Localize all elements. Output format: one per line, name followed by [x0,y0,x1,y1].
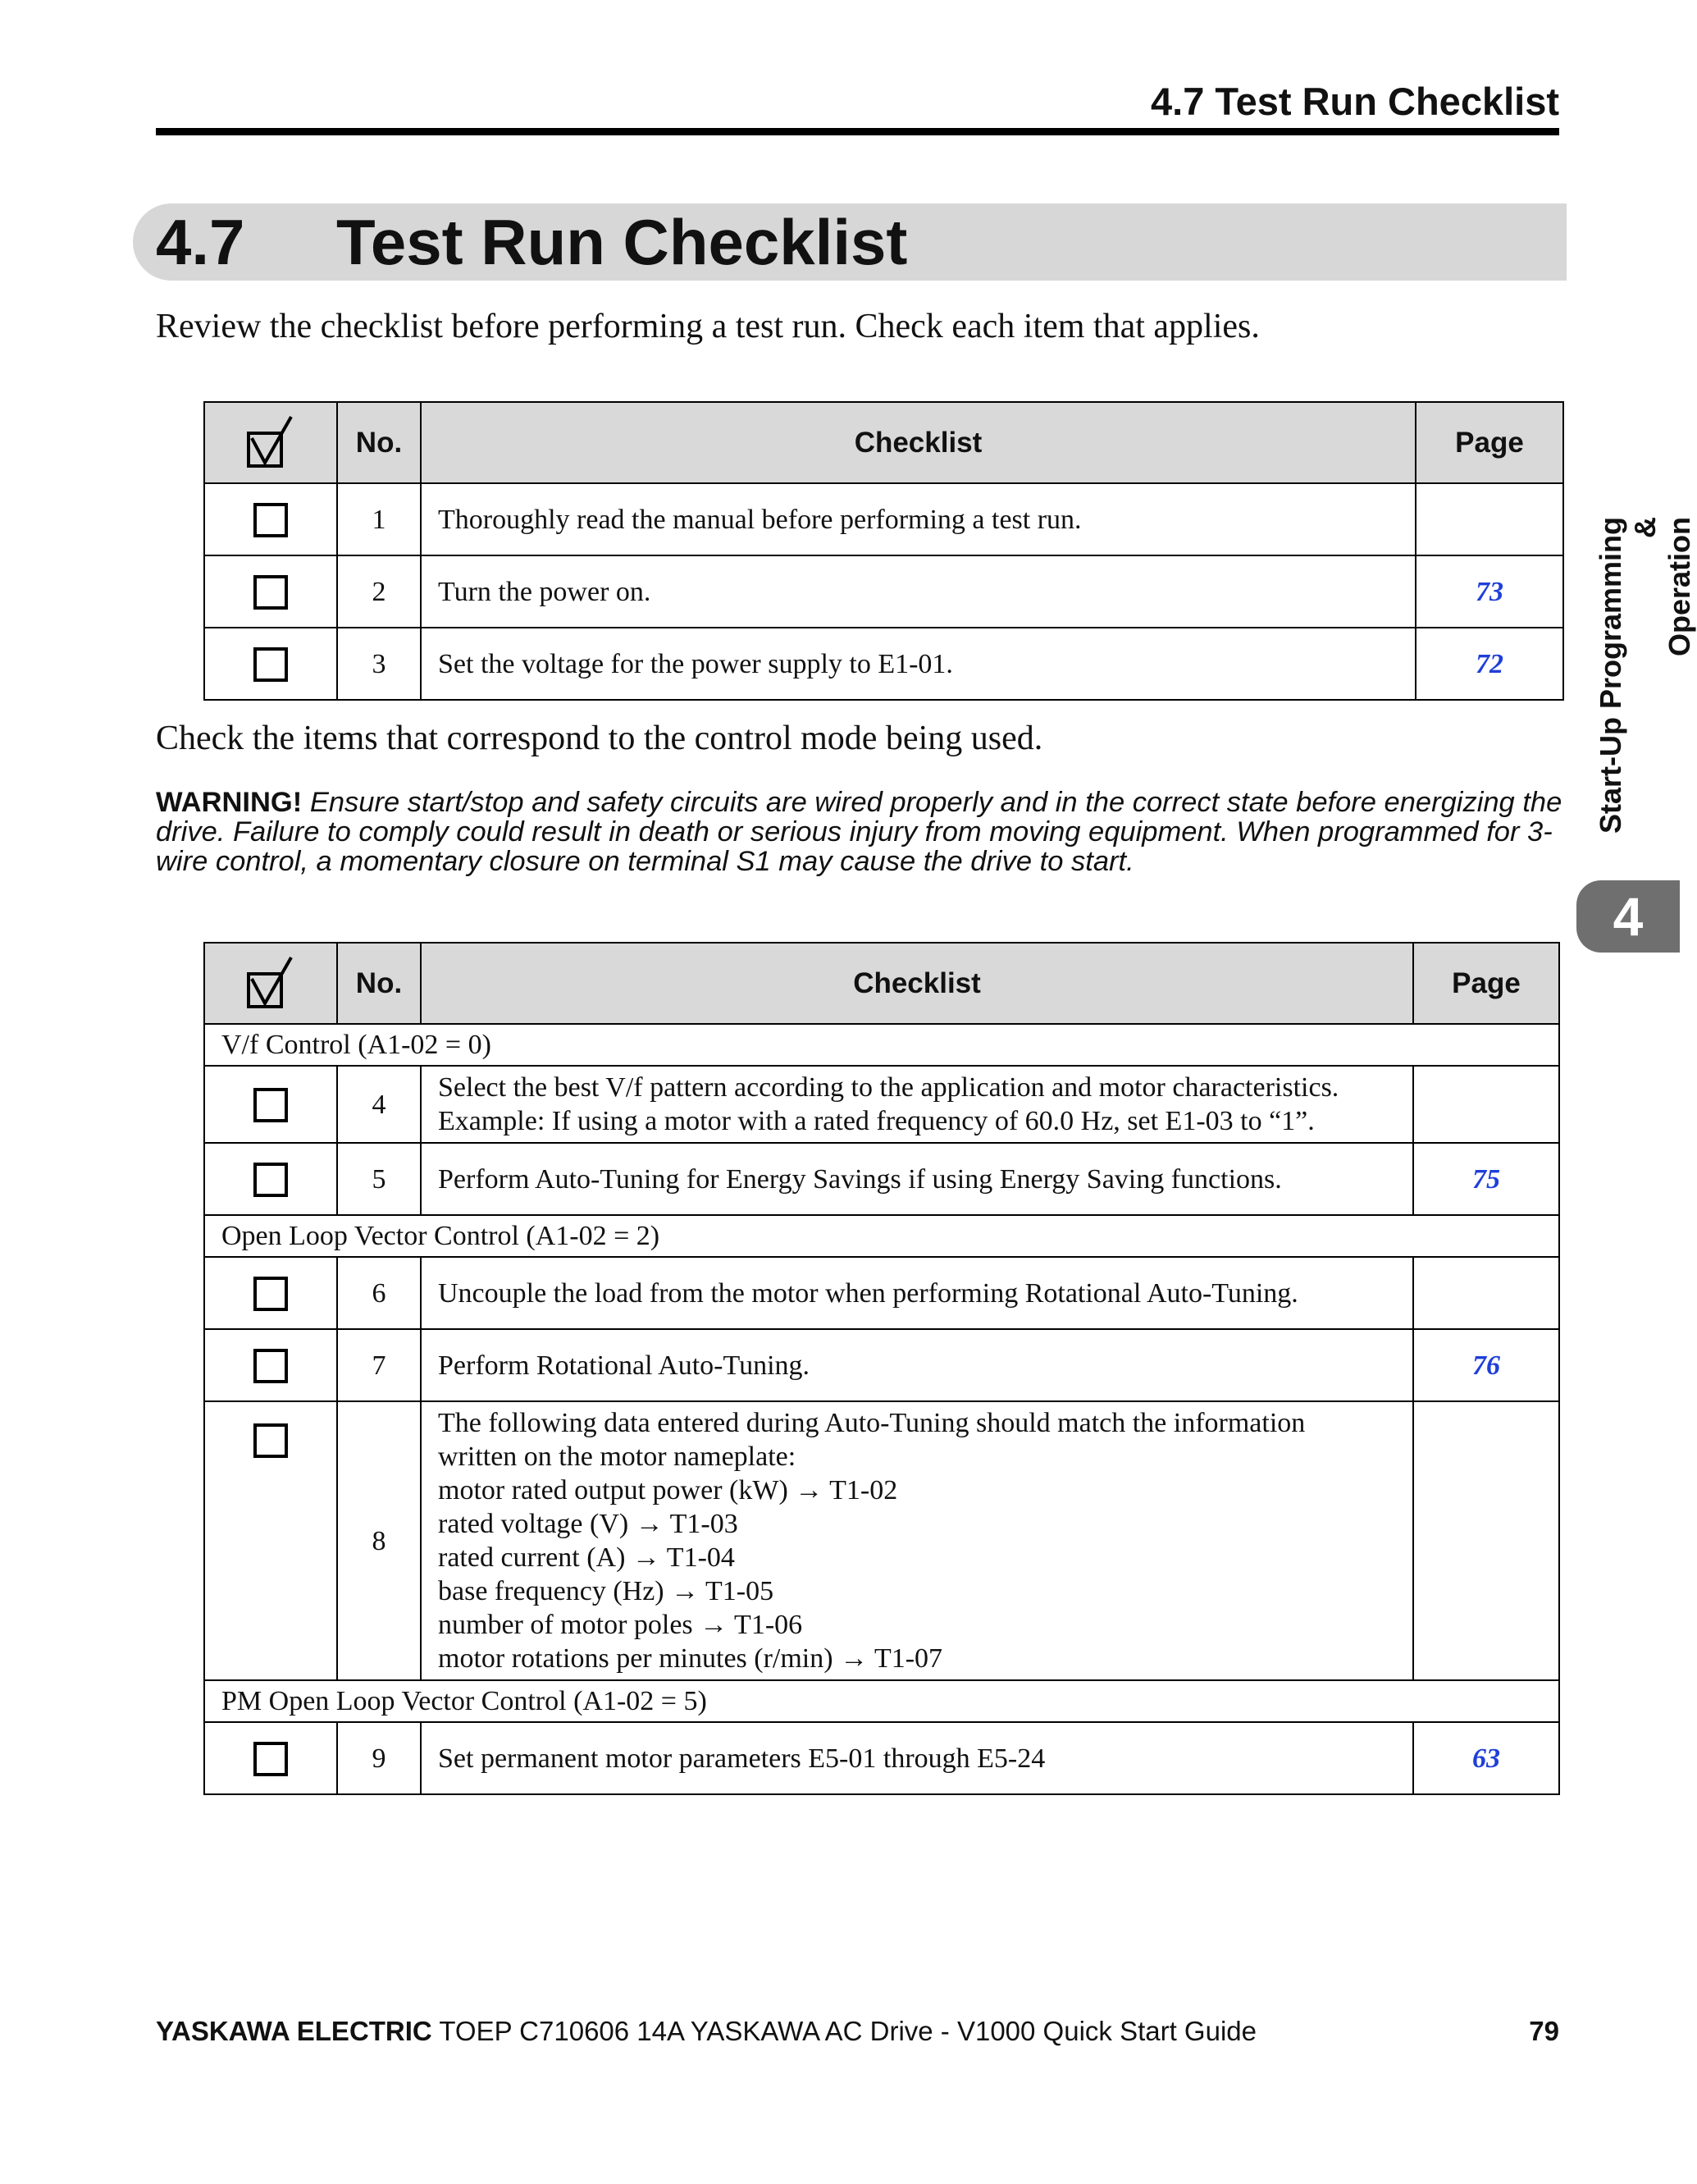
checkbox[interactable] [253,575,288,610]
section-title: Test Run Checklist [336,206,908,278]
item-text: Perform Rotational Auto-Tuning. [421,1329,1413,1401]
checkbox[interactable] [253,1742,288,1776]
table-row [204,628,1563,700]
item-number: 8 [337,1401,421,1680]
table-header-row [204,402,1563,483]
table-row [204,1066,1559,1143]
side-label-line2: Operation [1663,517,1696,657]
page-link [1413,1066,1559,1143]
item-number: 3 [337,628,421,700]
group-label-pm: PM Open Loop Vector Control (A1-02 = 5) [204,1680,1559,1722]
checklist-table-general [203,401,1564,701]
checkbox[interactable] [253,1163,288,1197]
control-mode-text: Check the items that correspond to the control mode being used. [156,720,1043,757]
checkbox[interactable] [253,1423,288,1458]
page-link[interactable]: 75 [1413,1143,1559,1215]
text-line: rated current (A) → T1-04 [438,1542,735,1573]
checkbox[interactable] [253,1349,288,1383]
text-line: number of motor poles → T1-06 [438,1610,803,1640]
table-row [204,1722,1559,1794]
item-number: 6 [337,1257,421,1329]
checkbox[interactable] [253,503,288,537]
warning-label: WARNING! [156,787,303,818]
text-line: motor rated output power (kW) → T1-02 [438,1475,898,1505]
group-row [204,1680,1559,1722]
item-number: 1 [337,483,421,555]
table-row [204,483,1563,555]
group-row [204,1024,1559,1066]
item-number: 9 [337,1722,421,1794]
running-header: 4.7 Test Run Checklist [1151,80,1559,123]
item-text: Perform Auto-Tuning for Energy Savings if using Energy Saving functions. [421,1143,1413,1215]
page-link [1416,483,1563,555]
footer-brand: YASKAWA ELECTRIC [156,2016,432,2046]
group-label-olv: Open Loop Vector Control (A1-02 = 2) [204,1215,1559,1257]
checkbox[interactable] [253,647,288,682]
page-link[interactable]: 63 [1413,1722,1559,1794]
item-text: Thoroughly read the manual before performing a test run. [421,483,1416,555]
section-number: 4.7 [156,206,245,278]
item-text: Set the voltage for the power supply to E1-01. [421,628,1416,700]
group-row [204,1215,1559,1257]
header-checklist: Checklist [421,402,1416,483]
page-link[interactable]: 72 [1416,628,1563,700]
header-no: No. [337,402,421,483]
checklist-table-control-mode [203,942,1560,1795]
chapter-side-label [1587,517,1696,861]
page-number: 79 [1529,2016,1559,2046]
chapter-tab[interactable]: 4 [1576,880,1680,953]
table-row [204,555,1563,628]
header-check-cell [204,943,337,1024]
text-line: base frequency (Hz) → T1-05 [438,1576,774,1606]
table-row [204,1143,1559,1215]
item-number: 2 [337,555,421,628]
checkbox[interactable] [253,1277,288,1311]
text-line: rated voltage (V) → T1-03 [438,1509,738,1539]
page-link[interactable]: 73 [1416,555,1563,628]
intro-text: Review the checklist before performing a test run. Check each item that applies. [156,308,1260,345]
text-line: The following data entered during Auto-Tuning should match the information [438,1408,1306,1438]
page-link[interactable]: 76 [1413,1329,1559,1401]
checked-box-icon [244,413,298,473]
item-number: 5 [337,1143,421,1215]
item-text: Set permanent motor parameters E5-01 through E5-24 [421,1722,1413,1794]
header-no: No. [337,943,421,1024]
side-label-line1: Start-Up Programming & [1594,517,1662,834]
page-link [1413,1257,1559,1329]
header-page: Page [1416,402,1563,483]
group-label-vf: V/f Control (A1-02 = 0) [204,1024,1559,1066]
item-number: 7 [337,1329,421,1401]
warning-text: Ensure start/stop and safety circuits are wired properly and in the correct state before energizing the drive. Failure to comply could result in death or serious injury from moving equipment. When programmed for 3-wire control, a momentary closure on terminal S1 may cause the drive to start. [156,787,1562,877]
footer-doc-title: TOEP C710606 14A YASKAWA AC Drive - V1000 Quick Start Guide [439,2016,1257,2046]
checkbox[interactable] [253,1088,288,1122]
warning-notice [156,788,1567,876]
table-row [204,1401,1559,1680]
text-line: motor rotations per minutes (r/min) → T1-07 [438,1643,943,1674]
header-page: Page [1413,943,1559,1024]
header-checklist: Checklist [421,943,1413,1024]
item-text [421,1066,1413,1143]
checked-box-icon [244,954,298,1013]
text-line: Example: If using a motor with a rated frequency of 60.0 Hz, set E1-03 to “1”. [438,1106,1315,1136]
table-row [204,1257,1559,1329]
page-link [1413,1401,1559,1680]
text-line: Select the best V/f pattern according to the application and motor characteristics. [438,1072,1339,1103]
item-text: Turn the power on. [421,555,1416,628]
header-check-cell [204,402,337,483]
item-number: 4 [337,1066,421,1143]
table-header-row [204,943,1559,1024]
item-text: Uncouple the load from the motor when performing Rotational Auto-Tuning. [421,1257,1413,1329]
header-rule [156,128,1559,135]
text-line: written on the motor nameplate: [438,1442,796,1472]
item-text [421,1401,1413,1680]
table-row [204,1329,1559,1401]
page-footer [156,2016,1559,2047]
